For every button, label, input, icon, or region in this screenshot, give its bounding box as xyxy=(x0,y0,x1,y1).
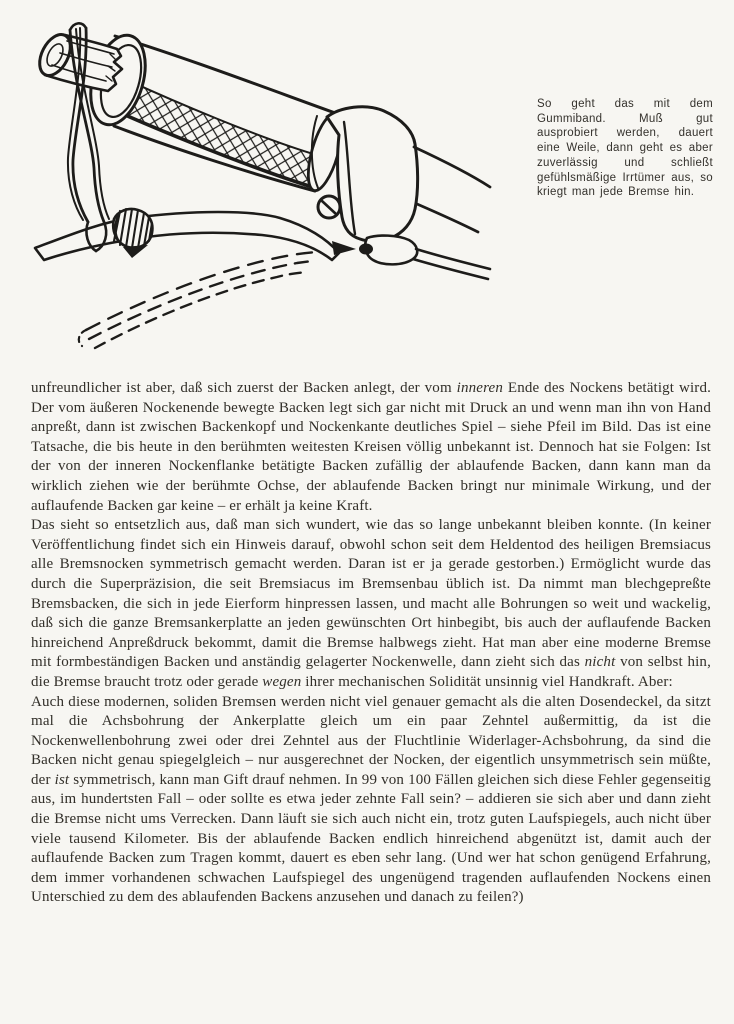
brake-lever-illustration xyxy=(22,8,527,366)
text-run: ihrer mechanischen Solidität unsinnig viel Handkraft. Aber: xyxy=(301,673,673,690)
body-text xyxy=(31,379,711,908)
text-run: Ende des Nockens betätigt wird. Der vom äußeren Nockenende bewegte Backen legt sich gar nicht mit Druck an und wenn man ihn von Hand anpreßt, dann ist zwischen Backenkopf und Nockenkante deutliches Spiel – siehe Pfeil im Bild. Das ist eine Tatsache, die bis heute in den berühmten weitesten Kreisen völlig unbekannt ist. Dennoch hat sie Folgen: Ist der von der inneren Nockenflanke betätigte Backen zufällig der ablaufende Backen, dann kann man da wirklich ziehen wie der berühmte Ochse, der ablaufende Backen bringt nur minimale Wirkung, und der auflaufende Backen gar keine – er erhält ja keine Kraft. xyxy=(31,380,711,514)
body-paragraph xyxy=(31,379,711,516)
text-run-italic: nicht xyxy=(584,654,616,671)
text-run-italic: ist xyxy=(54,771,70,788)
figure-caption: So geht das mit dem Gummiband. Muß gut ausprobiert werden, dauert eine Weile, dann geht es aber zuverlässig und schließt gefühlsmäßige Irrtümer aus, so kriegt man jede Bremse hin. xyxy=(537,98,713,199)
lever-pivot xyxy=(359,244,373,255)
text-run: Das sieht so entsetzlich aus, daß man sich wundert, wie das so lange unbekannt bleiben konnte. (In keiner Veröffentlichung findet sich ein Hinweis darauf, obwohl schon seit dem Heldentod des heiligen Bremsiacus alle Bremsnocken symmetrisch gemacht werden. Daran ist er ja gerade gestorben.) Ermöglicht wurde das durch die Superpräzision, die seit Bremsiacus im Bremsenbau üblich ist. Da nimmt man blechgepreßte Bremsbacken, die sich in jede Eierform hinpressen lassen, und macht alle Bohrungen so weit und wackelig, daß sich die ganze Bremsankerplatte an jeden gewünschten Ort hinbegibt, bis auch der auflaufende Backen hinreichend Anpreßdruck bekommt, damit die Bremse halbwegs zieht. Hat man aber eine moderne Bremse mit formbeständigen Backen und anständig gelagerter Nockenwelle, dann zieht sich das xyxy=(31,517,711,671)
lever-clamp-housing xyxy=(318,107,418,241)
text-run-italic: wegen xyxy=(262,673,302,690)
text-run: symmetrisch, kann man Gift drauf nehmen. In 99 von 100 Fällen gleichen sich diese Fehler gegenseitig aus, im hundertsten Fall – oder sollte es etwa jeder zehnte Fall sein? – addieren sie sich aber und dann zieht die Bremse nicht ums Verrecken. Dann läuft sie sich auch nicht ein, trotz guten Laufspiegels, auch nicht über viele tausend Kilometer. Bis der ablaufende Backen endlich hinreichend abgenützt ist, damit auch der auflaufende Backen zum Tragen kommt, dauert es eben sehr lang. (Und wer hat schon genügend Erfahrung, dem immer vorhandenen schwachen Laufspiegel des ungenügend tragenden auflaufenden Nockens einen Unterschied zu dem des ablaufenden Backens anzusehen und danach zu feilen?) xyxy=(31,771,711,906)
text-run: von selbst hin, die Bremse braucht trotz oder gerade xyxy=(31,654,711,690)
brake-cable xyxy=(416,249,490,269)
cable-anchor xyxy=(359,236,490,279)
body-paragraph xyxy=(31,693,711,909)
handlebar-grip xyxy=(81,29,348,194)
bicycle-brake-rubber-band-icon xyxy=(22,8,527,366)
body-paragraph xyxy=(31,516,711,692)
text-run-italic: inneren xyxy=(456,380,503,396)
gap-arrow-icon xyxy=(332,241,356,255)
cable-adjuster-barrel xyxy=(113,209,152,258)
brake-lever-blade xyxy=(35,212,339,260)
dashed-lever-ghost xyxy=(79,252,340,348)
text-run: Auch diese modernen, soliden Bremsen werden nicht viel genauer gemacht als die alten Dosendeckel, da sitzt mal die Achsbohrung der Ankerplatte gleich um ein paar Zehntel außermittig, da ist die Nockenwellenbohrung zwei oder drei Zehntel aus der Fluchtlinie Widerlager-Achsbohrung, da sind die Backen nicht genau spiegelgleich – nur ausgerechnet der Nocken, der eigentlich unsymmetrisch sein müßte, der xyxy=(31,693,711,788)
handlebar-tube xyxy=(414,147,490,232)
text-run: unfreundlicher ist aber, daß sich zuerst der Backen anlegt, der vom xyxy=(31,380,457,396)
